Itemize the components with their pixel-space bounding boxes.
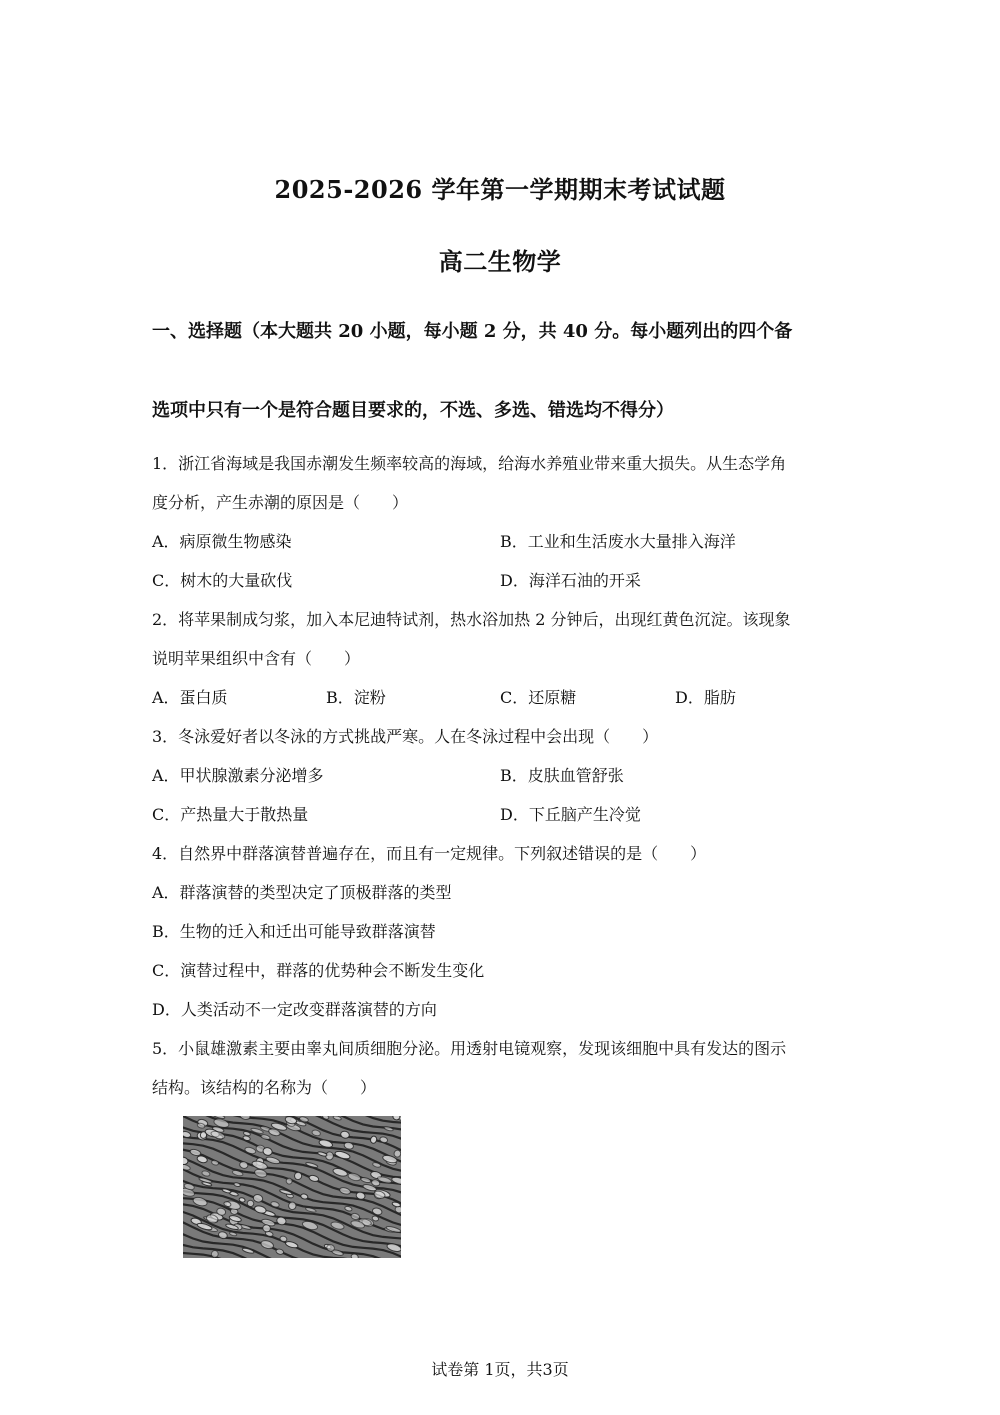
question-2-stem-line-2: 说明苹果组织中含有（ ） xyxy=(152,649,361,668)
electron-micrograph-image xyxy=(183,1116,401,1258)
question-2-option-b: B．淀粉 xyxy=(326,688,386,707)
question-1-option-c: C．树木的大量砍伐 xyxy=(152,571,293,590)
question-1-stem-line-2: 度分析，产生赤潮的原因是（ ） xyxy=(152,493,409,512)
exam-title: 2025-2026 学年第一学期期末考试试题 xyxy=(274,175,726,204)
question-2-option-d: D．脂肪 xyxy=(675,688,736,707)
question-1-stem-line-1: 1．浙江省海域是我国赤潮发生频率较高的海域，给海水养殖业带来重大损失。从生态学角 xyxy=(152,454,787,473)
question-1-option-d: D．海洋石油的开采 xyxy=(500,571,641,590)
question-4-option-a: A．群落演替的类型决定了顶极群落的类型 xyxy=(152,883,452,902)
question-4-stem-line-1: 4．自然界中群落演替普遍存在，而且有一定规律。下列叙述错误的是（ ） xyxy=(152,844,707,863)
question-4-option-c: C．演替过程中，群落的优势种会不断发生变化 xyxy=(152,961,485,980)
question-2-option-c: C．还原糖 xyxy=(500,688,577,707)
question-3-option-c: C．产热量大于散热量 xyxy=(152,805,309,824)
micrograph-texture xyxy=(183,1116,401,1258)
section-heading-line-1: 一、选择题（本大题共 20 小题，每小题 2 分，共 40 分。每小题列出的四个备 xyxy=(152,321,793,342)
section-heading-line-2: 选项中只有一个是符合题目要求的，不选、多选、错选均不得分） xyxy=(152,400,674,421)
question-3-option-d: D．下丘脑产生冷觉 xyxy=(500,805,641,824)
question-2-option-a: A．蛋白质 xyxy=(152,688,228,707)
question-5-stem-line-2: 结构。该结构的名称为（ ） xyxy=(152,1078,377,1097)
subject-title: 高二生物学 xyxy=(438,247,562,276)
question-4-option-d: D．人类活动不一定改变群落演替的方向 xyxy=(152,1000,437,1019)
question-3-stem-line-1: 3．冬泳爱好者以冬泳的方式挑战严寒。人在冬泳过程中会出现（ ） xyxy=(152,727,659,746)
question-1-option-b: B．工业和生活废水大量排入海洋 xyxy=(500,532,736,551)
question-4-option-b: B．生物的迁入和迁出可能导致群落演替 xyxy=(152,922,436,941)
question-1-option-a: A．病原微生物感染 xyxy=(152,532,292,551)
question-3-option-a: A．甲状腺激素分泌增多 xyxy=(152,766,324,785)
question-2-stem-line-1: 2．将苹果制成匀浆，加入本尼迪特试剂，热水浴加热 2 分钟后，出现红黄色沉淀。该现象 xyxy=(152,610,791,629)
page-footer: 试卷第 1页，共3页 xyxy=(431,1360,569,1379)
question-3-option-b: B．皮肤血管舒张 xyxy=(500,766,624,785)
question-5-stem-line-1: 5．小鼠雄激素主要由睾丸间质细胞分泌。用透射电镜观察，发现该细胞中具有发达的图示 xyxy=(152,1039,787,1058)
